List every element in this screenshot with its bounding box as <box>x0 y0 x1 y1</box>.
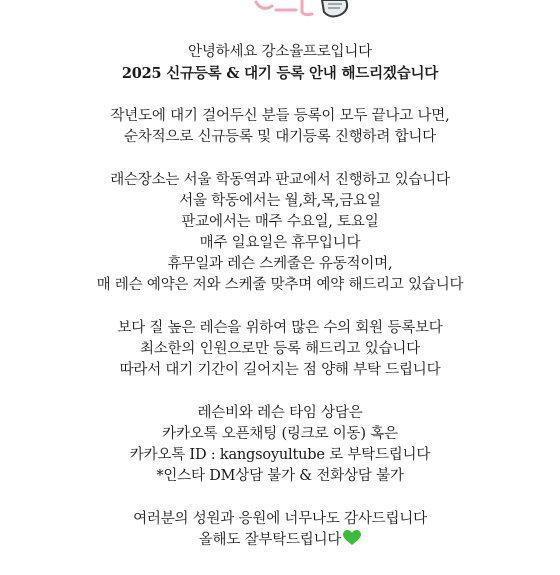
line-text: 레슨비와 레슨 타임 상담은 <box>197 405 363 421</box>
line-text: 휴무일과 레슨 스케줄은 유동적이며, <box>167 256 393 272</box>
text-line <box>0 339 560 360</box>
paragraph-1 <box>0 42 560 84</box>
text-line <box>0 212 560 233</box>
header-art <box>0 0 560 20</box>
text-line <box>0 403 560 424</box>
line-text: 보다 질 높은 레슨을 위하여 많은 수의 회원 등록보다 <box>117 320 443 336</box>
announcement-body <box>0 42 560 575</box>
line-text: 올해도 잘부탁드립니다 <box>198 532 342 548</box>
paragraph-2 <box>0 106 560 148</box>
text-line <box>0 127 560 148</box>
text-line <box>0 424 560 445</box>
line-text: 순차적으로 신규등록 및 대기등록 진행하려 합니다 <box>124 129 436 145</box>
line-text: 여러분의 성원과 응원에 너무나도 감사드립니다 <box>133 511 427 527</box>
line-text: 2025 신규등록 & 대기 등록 안내 해드리겠습니다 <box>121 65 439 82</box>
text-line <box>0 509 560 530</box>
line-text: 따라서 대기 기간이 길어지는 점 양해 부탁 드립니다 <box>119 362 441 378</box>
green-heart-icon <box>343 530 361 553</box>
line-text: 서울 학동에서는 월,화,목,금요일 <box>179 193 381 209</box>
text-line <box>0 42 560 63</box>
line-text: 판교에서는 매주 수요일, 토요일 <box>181 214 379 230</box>
text-line <box>0 191 560 212</box>
line-text: 카카오톡 ID : kangsoyultube 로 부탁드립니다 <box>129 447 431 463</box>
header-pink-stroke-3 <box>302 0 312 15</box>
text-line <box>0 360 560 381</box>
line-text: 매 레슨 예약은 저와 스케줄 맞추며 예약 해드리고 있습니다 <box>96 277 464 293</box>
text-line <box>0 318 560 339</box>
line-text: 작년도에 대기 걸어두신 분들 등록이 모두 끝나고 나면, <box>110 108 450 124</box>
text-line <box>0 275 560 296</box>
paragraph-4 <box>0 318 560 381</box>
paragraph-6 <box>0 509 560 553</box>
text-line <box>0 445 560 466</box>
text-line <box>0 530 560 553</box>
text-line <box>0 63 560 84</box>
line-text: 최소한의 인원으로만 등록 해드리고 있습니다 <box>140 341 420 357</box>
text-line <box>0 106 560 127</box>
paragraph-3 <box>0 170 560 296</box>
text-line <box>0 233 560 254</box>
paragraph-5 <box>0 403 560 487</box>
sticker-icon <box>322 0 347 16</box>
text-line <box>0 170 560 191</box>
text-line <box>0 254 560 275</box>
line-text: 안녕하세요 강소율프로입니다 <box>188 44 372 60</box>
text-line <box>0 466 560 487</box>
header-pink-stroke-1 <box>256 2 272 8</box>
line-text: 래슨장소는 서울 학동역과 판교에서 진행하고 있습니다 <box>110 172 450 188</box>
header-decoration <box>0 0 560 20</box>
line-text: *인스타 DM상담 불가 & 전화상담 불가 <box>156 468 404 484</box>
line-text: 카카오톡 오픈채팅 (링크로 이동) 혹은 <box>162 426 398 442</box>
line-text: 매주 일요일은 휴무입니다 <box>199 235 361 251</box>
